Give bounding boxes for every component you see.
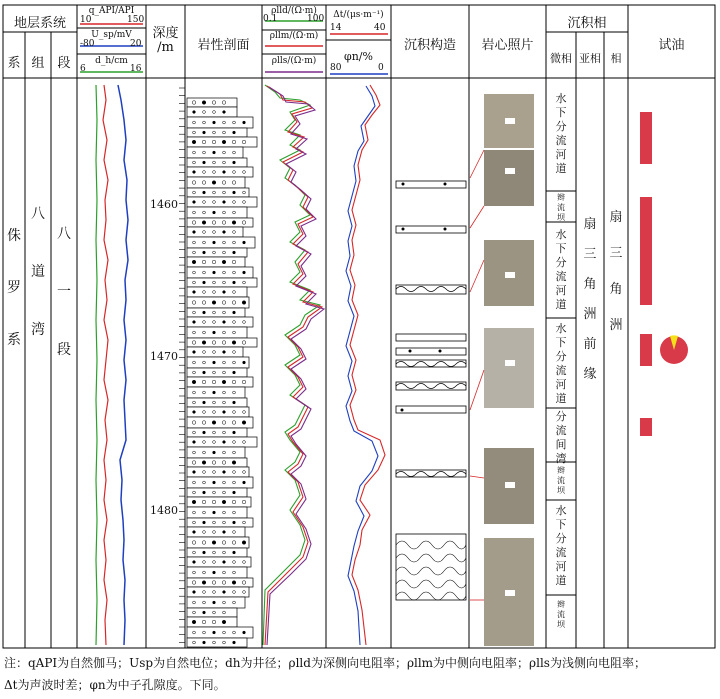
sp-curve (118, 85, 128, 645)
depth-tick-label: 1480 (150, 504, 178, 517)
sub-facies-name: 扇三角洲前缘 (583, 217, 597, 382)
res-lld-label: ρlld/(Ω·m) (271, 6, 317, 16)
dt-max: 40 (374, 23, 386, 33)
cal-label: d_h/cm (95, 56, 128, 66)
micro-facies-label: 水下分流河道 (555, 228, 567, 311)
facies-name: 扇三角洲 (609, 210, 623, 333)
oil-test-header: 试油 (658, 38, 685, 53)
lithology-column (187, 98, 257, 647)
depth-label-2: /m (157, 40, 174, 55)
sp-max: 20 (130, 39, 142, 49)
gr-min: 10 (80, 15, 92, 25)
dt-phi-curves (346, 85, 385, 645)
micro-facies-label: 辫流坝 (557, 600, 565, 629)
sed-structure-header: 沉积构造 (403, 38, 456, 53)
core-photos (470, 94, 534, 646)
cal-max: 16 (130, 64, 142, 74)
depth-tick-label: 1470 (150, 350, 178, 363)
facies-col-header: 相 (610, 52, 622, 65)
core-photo-header: 岩心照片 (481, 38, 534, 53)
system-header: 系 (7, 56, 21, 71)
res-max: 100 (307, 14, 325, 24)
depth-ticks (179, 88, 185, 642)
system-name: 侏罗系 (7, 228, 21, 348)
footnote-line-1: 注：qAPI为自然伽马；Usp为自然电位；dh为井径；ρlld为深侧向电阻率；ρllm为中侧向电阻率；ρlls为浅侧向电阻率； (4, 656, 646, 670)
phi-min: 80 (330, 63, 342, 73)
micro-facies-label: 分流间湾 (555, 410, 567, 465)
micro-facies-label: 辫流坝 (557, 193, 565, 222)
sub-facies-header: 亚相 (579, 52, 601, 65)
footnote-line-2: Δt为声波时差；φn为中子孔隙度。下同。 (4, 678, 226, 692)
member-name: 八一段 (57, 226, 71, 358)
phi-max: 0 (378, 63, 384, 73)
sp-label: U_sp/mV (91, 30, 132, 40)
group-name: 八道湾 (31, 206, 45, 338)
micro-facies-label: 辫流坝 (557, 466, 565, 495)
resistivity-curves (263, 85, 324, 645)
oil-test-bars (640, 112, 688, 436)
gr-curve (103, 85, 108, 645)
footnote (4, 652, 718, 696)
member-header: 段 (57, 56, 71, 71)
micro-facies-label: 水下分流河道 (555, 92, 567, 175)
res-llm-label: ρllm/(Ω·m) (269, 31, 319, 41)
res-lls-label: ρlls/(Ω·m) (271, 56, 317, 66)
phi-label: φn/% (344, 50, 373, 63)
cal-curve (96, 85, 97, 645)
gr-label: q_API/API (88, 6, 135, 16)
cal-min: 6 (80, 64, 86, 74)
dt-label: Δt/(μs·m⁻¹) (333, 10, 384, 20)
micro-facies-label: 水下分流河道 (555, 504, 567, 587)
gr-max: 150 (127, 15, 145, 25)
res-min: 0.1 (263, 14, 278, 24)
group-header: 组 (31, 56, 45, 71)
micro-facies-header: 微相 (550, 52, 572, 65)
depth-tick-label: 1460 (150, 198, 178, 211)
sp-min: -80 (80, 39, 95, 49)
lithology-header: 岩性剖面 (197, 38, 250, 53)
depth-label-1: 深度 (152, 26, 179, 41)
sed-structures (396, 181, 466, 600)
micro-facies-label: 水下分流河道 (555, 322, 567, 405)
dt-min: 14 (330, 23, 342, 33)
facies-header: 沉积相 (567, 16, 607, 31)
strat-system-header: 地层系统 (13, 16, 66, 31)
